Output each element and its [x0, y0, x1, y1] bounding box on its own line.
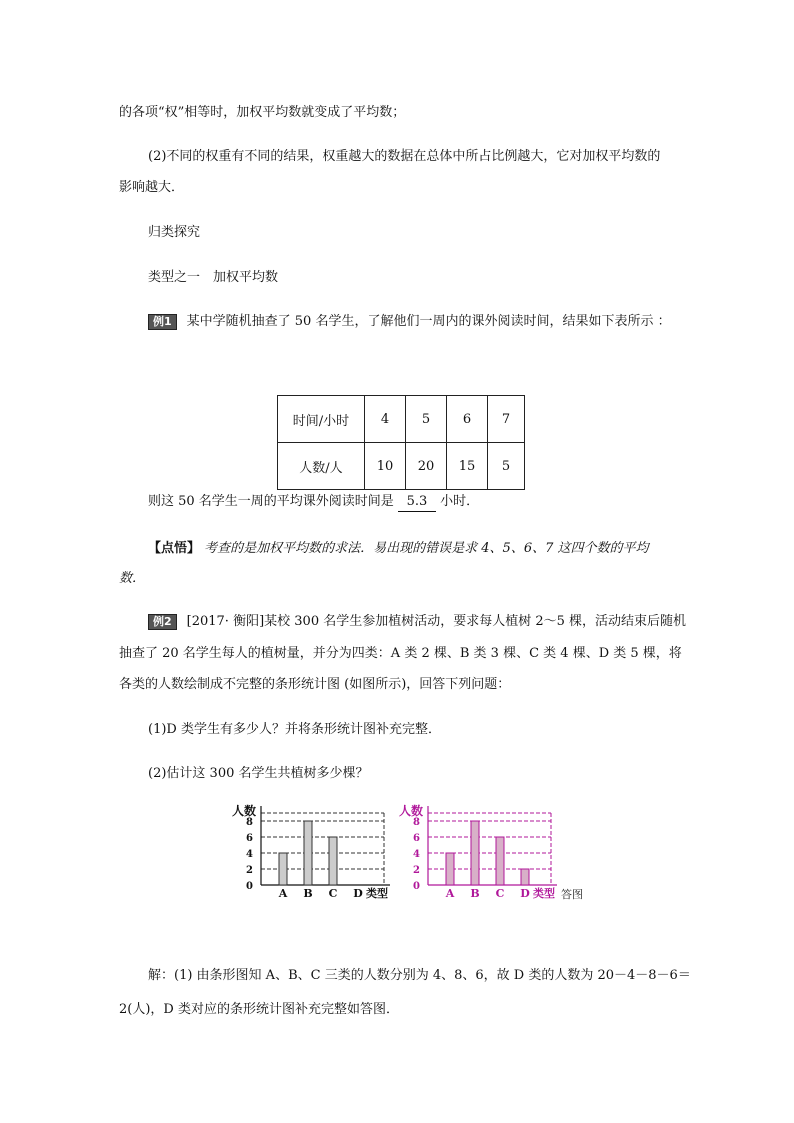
answer-prefix: 则这 50 名学生一周的平均课外阅读时间是: [148, 494, 394, 509]
table-row: [278, 396, 525, 443]
bar: [496, 837, 504, 885]
y-tick-label: 2: [246, 865, 253, 876]
table-cell: 6: [447, 396, 488, 443]
solution-line2: 2(人)，D 类对应的条形统计图补充完整如答图．: [119, 1002, 399, 1017]
chart-caption: 答图: [561, 888, 583, 900]
tip-key: 【点悟】: [148, 541, 201, 556]
y-tick-label: 4: [246, 849, 253, 860]
table-cell: 5: [406, 396, 447, 443]
y-tick-label: 8: [413, 817, 420, 828]
example-2-text: [2017· 衡阳]某校 300 名学生参加植树活动，要求每人植树 2～5 棵，活动结束后随机: [186, 614, 687, 629]
tip-text: 考查的是加权平均数的求法．易出现的错误是求 4、5、6、7 这四个数的平均: [204, 541, 649, 556]
x-tick-label: A: [445, 887, 455, 900]
x-tick-label: D: [520, 887, 530, 900]
x-tick-label: C: [328, 887, 338, 900]
table-cell: 人数/人: [278, 443, 365, 490]
x-tick-label: B: [303, 887, 313, 900]
bar: [279, 853, 287, 885]
y-axis-label: 人数: [399, 804, 424, 818]
y-tick-label: 8: [246, 817, 253, 828]
example-2-line3: 各类的人数绘制成不完整的条形统计图 (如图所示)，回答下列问题：: [119, 677, 511, 692]
table-cell: 10: [365, 443, 406, 490]
y-axis-label: 人数: [232, 804, 257, 818]
bar-chart-svg-answer: [395, 800, 595, 900]
example-2-line2: 抽查了 20 名学生每人的植树量，并分为四类：A 类 2 棵、B 类 3 棵、C 类 4 棵、D 类 5 棵，将: [119, 646, 682, 661]
paragraph-2-line1: (2)不同的权重有不同的结果，权重越大的数据在总体中所占比例越大，它对加权平均数的: [148, 149, 661, 164]
y-tick-label: 4: [413, 849, 420, 860]
table-row: [278, 443, 525, 490]
x-tick-label: D: [353, 887, 363, 900]
example-2-tag: 例2: [148, 614, 177, 630]
example-1: [148, 313, 671, 331]
tip-line2: 数．: [119, 571, 146, 586]
example-1-answer: [148, 493, 479, 512]
bar: [329, 837, 337, 885]
reading-time-table: [277, 395, 525, 490]
tip-line1: [148, 540, 649, 558]
table-cell: 15: [447, 443, 488, 490]
y-tick-label: 0: [413, 881, 420, 892]
table-cell: 20: [406, 443, 447, 490]
bar: [304, 821, 312, 885]
answer-suffix: 小时．: [440, 494, 480, 509]
solution-line1: 解：(1) 由条形图知 A、B、C 三类的人数分别为 4、8、6，故 D 类的人数为 20－4－8－6＝: [148, 968, 691, 983]
table-cell: 时间/小时: [278, 396, 365, 443]
answer-value: 5.3: [398, 493, 436, 512]
y-tick-label: 6: [413, 833, 420, 844]
example-2-line1: [148, 613, 686, 631]
x-axis-label: 类型: [533, 887, 555, 900]
table-cell: 7: [488, 396, 525, 443]
example-1-text: 某中学随机抽查了 50 名学生，了解他们一周内的课外阅读时间，结果如下表所示 ：: [186, 314, 671, 329]
table-cell: 5: [488, 443, 525, 490]
table-cell: 4: [365, 396, 406, 443]
x-tick-label: B: [470, 887, 480, 900]
x-tick-label: C: [495, 887, 505, 900]
bar-chart-answer: [395, 800, 595, 904]
type-heading: 类型之一 加权平均数: [148, 270, 279, 285]
section-heading: 归类探究: [148, 225, 201, 240]
bar-chart-svg: [228, 800, 403, 900]
y-tick-label: 6: [246, 833, 253, 844]
example-1-tag: 例1: [148, 314, 177, 330]
y-tick-label: 2: [413, 865, 420, 876]
x-tick-label: A: [278, 887, 288, 900]
question-1: (1)D 类学生有多少人？并将条形统计图补充完整．: [148, 722, 441, 737]
bar: [471, 821, 479, 885]
bar-chart-incomplete: [228, 800, 403, 904]
bar: [521, 869, 529, 885]
paragraph-1: 的各项“权”相等时，加权平均数就变成了平均数；: [119, 105, 406, 120]
paragraph-2-line2: 影响越大．: [119, 180, 185, 195]
bar: [446, 853, 454, 885]
question-2: (2)估计这 300 名学生共植树多少棵？: [148, 766, 369, 781]
y-tick-label: 0: [246, 881, 253, 892]
x-axis-label: 类型: [366, 887, 388, 900]
